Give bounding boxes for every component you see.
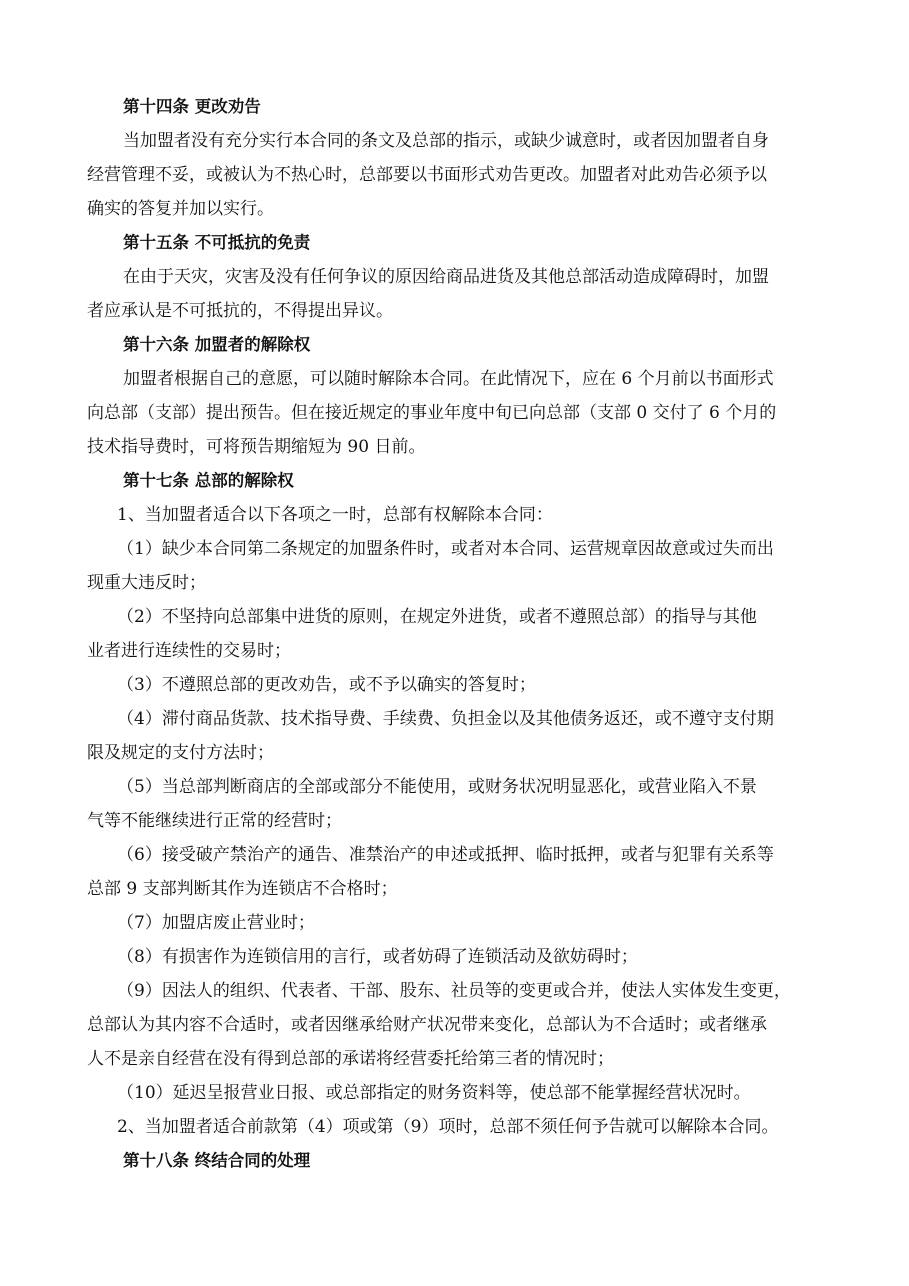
article-16-text-line: 向总部（支部）提出预告。但在接近规定的事业年度中旬已向总部（支部 0 交付了 6 个月的 (87, 403, 777, 423)
clause-item-8: （8）有损害作为连锁信用的言行，或者妨碍了连锁活动及欲妨碍时； (117, 947, 638, 967)
article-14-text-line: 确实的答复并加以实行。 (87, 199, 274, 219)
clause-item-4: （4）滞付商品货款、技术指导费、手续费、负担金以及其他债务返还，或不遵守支付期 (117, 709, 774, 729)
clause-item-1-cont: 现重大违反时； (87, 573, 206, 593)
document-body (87, 90, 827, 1178)
article-16-text-line: 技术指导费时，可将预告期缩短为 90 日前。 (87, 437, 426, 457)
article-16-heading: 第十六条 加盟者的解除权 (123, 335, 311, 354)
article-14-heading: 第十四条 更改劝告 (123, 97, 261, 116)
article-15-heading: 第十五条 不可抵抗的免责 (123, 233, 311, 252)
clause-item-2: （2）不坚持向总部集中进货的原则，在规定外进货，或者不遵照总部）的指导与其他 (117, 607, 757, 627)
clause-item-7: （7）加盟店废止营业时； (117, 913, 315, 933)
clause-item-5: （5）当总部判断商店的全部或部分不能使用，或财务状况明显恶化，或营业陷入不景 (117, 777, 757, 797)
article-18-heading: 第十八条 终结合同的处理 (123, 1151, 311, 1170)
clause-item-9-cont: 人不是亲自经营在没有得到总部的承诺将经营委托给第三者的情况时； (87, 1049, 614, 1069)
article-15-text-line: 者应承认是不可抵抗的，不得提出异议。 (87, 301, 393, 321)
article-17-clause-1: 1、当加盟者适合以下各项之一时，总部有权解除本合同： (117, 505, 553, 525)
clause-item-5-cont: 气等不能继续进行正常的经营时； (87, 811, 342, 831)
clause-item-9: （9）因法人的组织、代表者、干部、股东、社员等的变更或合并，使法人实体发生变更， (117, 981, 791, 1001)
article-14-text-line: 经营管理不妥，或被认为不热心时，总部要以书面形式劝告更改。加盟者对此劝告必须予以 (87, 165, 767, 185)
article-17-clause-2: 2、当加盟者适合前款第（4）项或第（9）项时，总部不须任何予告就可以解除本合同。 (117, 1117, 779, 1137)
clause-item-3: （3）不遵照总部的更改劝告，或不予以确实的答复时； (117, 675, 536, 695)
article-14-text-line: 当加盟者没有充分实行本合同的条文及总部的指示，或缺少诚意时，或者因加盟者自身 (123, 131, 769, 151)
clause-item-6: （6）接受破产禁治产的通告、准禁治产的申述或抵押、临时抵押，或者与犯罪有关系等 (117, 845, 774, 865)
clause-item-9-cont: 总部认为其内容不合适时，或者因继承给财产状况带来变化，总部认为不合适时；或者继承 (87, 1015, 767, 1035)
article-16-text-line: 加盟者根据自己的意愿，可以随时解除本合同。在此情况下，应在 6 个月前以书面形式 (123, 369, 774, 389)
clause-item-2-cont: 业者进行连续性的交易时； (87, 641, 291, 661)
clause-item-10: （10）延迟呈报营业日报、或总部指定的财务资料等，使总部不能掌握经营状况时。 (117, 1083, 751, 1103)
clause-item-1: （1）缺少本合同第二条规定的加盟条件时，或者对本合同、运营规章因故意或过失而出 (117, 539, 774, 559)
clause-item-4-cont: 限及规定的支付方法时； (87, 743, 274, 763)
clause-item-6-cont: 总部 9 支部判断其作为连锁店不合格时； (87, 879, 398, 899)
article-17-heading: 第十七条 总部的解除权 (123, 471, 294, 490)
article-15-text-line: 在由于天灾，灾害及没有任何争议的原因给商品进货及其他总部活动造成障碍时，加盟 (123, 267, 769, 287)
